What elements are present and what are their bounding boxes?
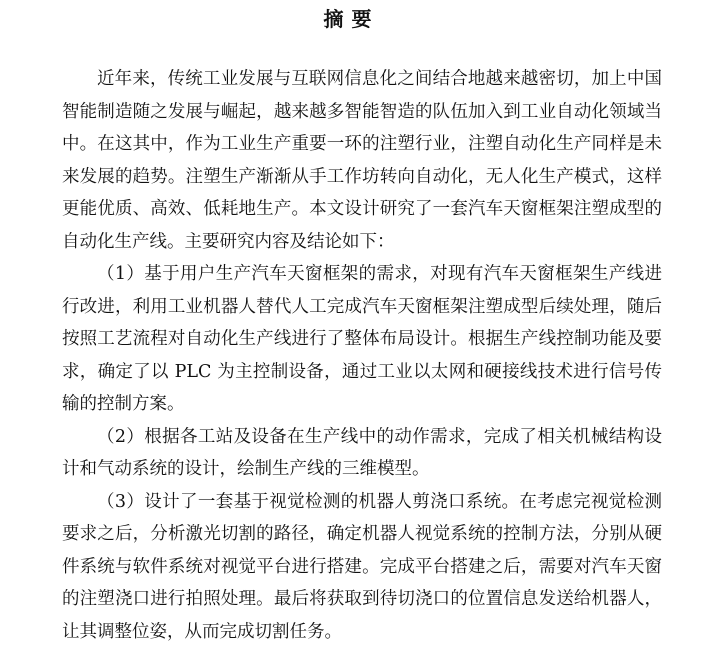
abstract-paragraph-2: （2）根据各工站及设备在生产线中的动作需求，完成了相关机械结构设计和气动系统的设计，绘制生产线的三维模型。 [62, 421, 662, 486]
abstract-title: 摘要 [0, 4, 703, 34]
abstract-paragraph-intro: 近年来，传统工业发展与互联网信息化之间结合地越来越密切，加上中国智能制造随之发展与崛起，越来越多智能智造的队伍加入到工业自动化领域当中。在这其中，作为工业生产重要一环的注塑行业，注塑自动化生产同样是未来发展的趋势。注塑生产渐渐从手工作坊转向自动化，无人化生产模式，这样更能优质、高效、低耗地生产。本文设计研究了一套汽车天窗框架注塑成型的自动化生产线。主要研究内容及结论如下： [62, 63, 662, 258]
abstract-paragraph-1: （1）基于用户生产汽车天窗框架的需求，对现有汽车天窗框架生产线进行改进，利用工业机器人替代人工完成汽车天窗框架注塑成型后续处理，随后按照工艺流程对自动化生产线进行了整体布局设计。根据生产线控制功能及要求，确定了以 PLC 为主控制设备，通过工业以太网和硬接线技术进行信号传输的控制方案。 [62, 258, 662, 421]
abstract-paragraph-3: （3）设计了一套基于视觉检测的机器人剪浇口系统。在考虑完视觉检测要求之后，分析激光切割的路径，确定机器人视觉系统的控制方法，分别从硬件系统与软件系统对视觉平台进行搭建。完成平台搭建之后，需要对汽车天窗的注塑浇口进行拍照处理。最后将获取到待切浇口的位置信息发送给机器人，让其调整位姿，从而完成切割任务。 [62, 486, 662, 648]
abstract-body [62, 63, 662, 648]
